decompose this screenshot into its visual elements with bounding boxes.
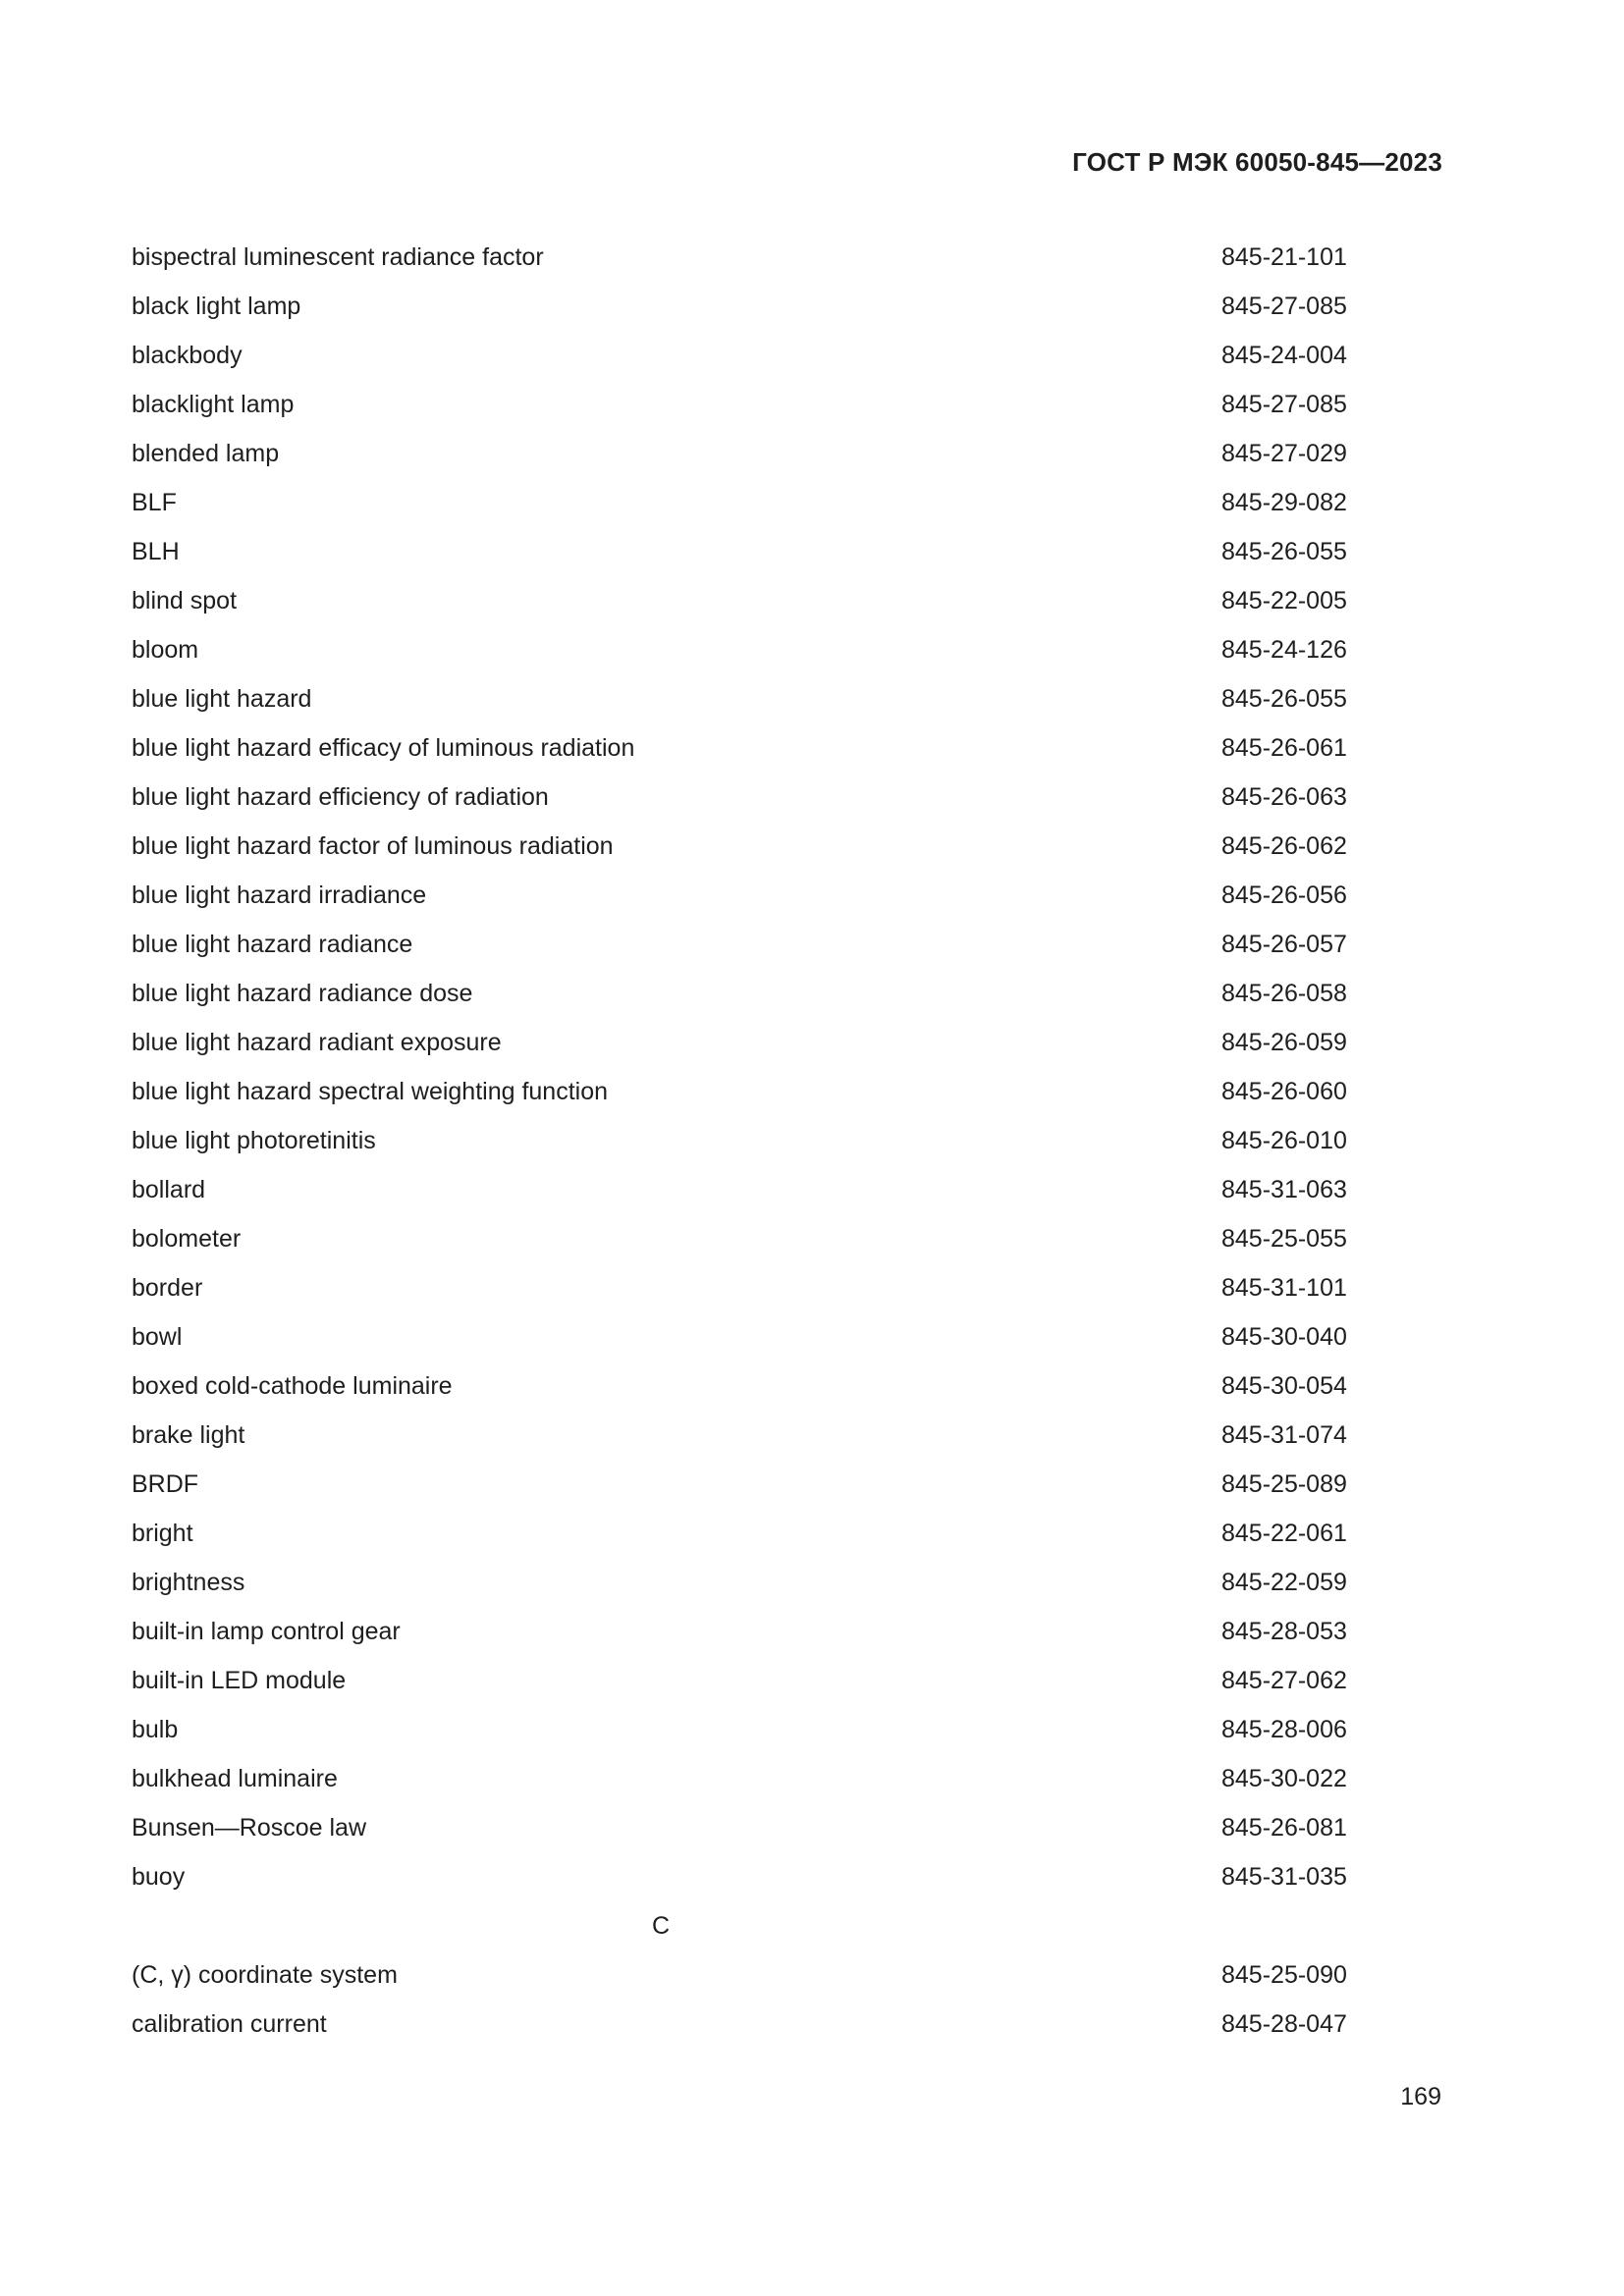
index-row [132, 1516, 1349, 1565]
index-row [132, 1467, 1349, 1516]
index-row [132, 1123, 1349, 1172]
index-term: border [132, 1274, 203, 1302]
section-heading [132, 1908, 1349, 1957]
index-term: bulkhead luminaire [132, 1765, 338, 1792]
index-term: blue light hazard factor of luminous radiation [132, 832, 614, 860]
index-code: 845-27-085 [1221, 391, 1347, 418]
index-term: (C, γ) coordinate system [132, 1961, 398, 1989]
index-row [132, 779, 1349, 828]
index-term: buoy [132, 1863, 186, 1891]
index-row [132, 1565, 1349, 1614]
index-row [132, 1859, 1349, 1908]
index-code: 845-28-006 [1221, 1716, 1347, 1743]
index-code: 845-29-082 [1221, 489, 1347, 516]
index-code: 845-26-081 [1221, 1814, 1347, 1842]
index-code: 845-31-101 [1221, 1274, 1347, 1302]
index-term: built-in LED module [132, 1667, 347, 1694]
index-code: 845-22-005 [1221, 587, 1347, 614]
index-code: 845-25-090 [1221, 1961, 1347, 1989]
index-code: 845-26-059 [1221, 1029, 1347, 1056]
index-row [132, 878, 1349, 927]
index-code: 845-26-063 [1221, 783, 1347, 811]
index-row [132, 976, 1349, 1025]
index-row [132, 1614, 1349, 1663]
index-term: blue light hazard radiant exposure [132, 1029, 502, 1056]
index-code: 845-26-057 [1221, 931, 1347, 958]
index-term: BRDF [132, 1470, 199, 1498]
index-row [132, 2006, 1349, 2056]
section-letter: C [652, 1912, 671, 1940]
index-row [132, 485, 1349, 534]
index-code: 845-28-047 [1221, 2010, 1347, 2038]
index-row [132, 583, 1349, 632]
index-row [132, 1270, 1349, 1319]
index-term: brake light [132, 1421, 245, 1449]
index-term: boxed cold-cathode luminaire [132, 1372, 453, 1400]
index-term: blackbody [132, 342, 243, 369]
index-row [132, 681, 1349, 730]
index-row [132, 1810, 1349, 1859]
index-row [132, 1368, 1349, 1417]
index-term: bowl [132, 1323, 183, 1351]
index-term: BLH [132, 538, 180, 565]
index-code: 845-22-059 [1221, 1569, 1347, 1596]
index-row [132, 1221, 1349, 1270]
index-code: 845-27-062 [1221, 1667, 1347, 1694]
index-code: 845-31-063 [1221, 1176, 1347, 1203]
page-number: 169 [1400, 2083, 1441, 2110]
index-code: 845-26-058 [1221, 980, 1347, 1007]
index-term: blue light hazard [132, 685, 312, 713]
index-term: bolometer [132, 1225, 242, 1253]
index-row [132, 338, 1349, 387]
index-row [132, 1417, 1349, 1467]
index-term: bispectral luminescent radiance factor [132, 243, 544, 271]
index-code: 845-27-085 [1221, 293, 1347, 320]
index-code: 845-30-054 [1221, 1372, 1347, 1400]
index-term: blind spot [132, 587, 238, 614]
index-row [132, 927, 1349, 976]
index-term: BLF [132, 489, 177, 516]
index-row [132, 828, 1349, 878]
index-term: blue light hazard irradiance [132, 881, 427, 909]
index-term: blue light hazard efficiency of radiation [132, 783, 549, 811]
index-code: 845-26-062 [1221, 832, 1347, 860]
index-row [132, 1319, 1349, 1368]
index-code: 845-26-010 [1221, 1127, 1347, 1154]
index-term: blue light hazard radiance dose [132, 980, 473, 1007]
index-term: bollard [132, 1176, 206, 1203]
index-row [132, 387, 1349, 436]
index-row [132, 240, 1349, 289]
index-code: 845-26-061 [1221, 734, 1347, 762]
index-row [132, 534, 1349, 583]
index-term: Bunsen—Roscoe law [132, 1814, 367, 1842]
index-row [132, 1025, 1349, 1074]
index-code: 845-25-055 [1221, 1225, 1347, 1253]
index-code: 845-27-029 [1221, 440, 1347, 467]
index-row [132, 436, 1349, 485]
index-code: 845-31-074 [1221, 1421, 1347, 1449]
index-term: bloom [132, 636, 199, 664]
index-code: 845-26-055 [1221, 538, 1347, 565]
index-term: black light lamp [132, 293, 301, 320]
index-term: blacklight lamp [132, 391, 295, 418]
index-term: bright [132, 1520, 193, 1547]
index-row [132, 1074, 1349, 1123]
index-term: blue light hazard spectral weighting function [132, 1078, 609, 1105]
index-row [132, 1663, 1349, 1712]
index-code: 845-30-040 [1221, 1323, 1347, 1351]
index-code: 845-28-053 [1221, 1618, 1347, 1645]
term-index [132, 240, 1349, 2056]
index-row [132, 1172, 1349, 1221]
index-code: 845-31-035 [1221, 1863, 1347, 1891]
index-term: blue light hazard radiance [132, 931, 413, 958]
index-term: calibration current [132, 2010, 327, 2038]
index-term: blended lamp [132, 440, 280, 467]
index-code: 845-24-004 [1221, 342, 1347, 369]
index-row [132, 289, 1349, 338]
index-term: bulb [132, 1716, 179, 1743]
index-term: blue light photoretinitis [132, 1127, 376, 1154]
index-term: blue light hazard efficacy of luminous radiation [132, 734, 635, 762]
index-row [132, 632, 1349, 681]
index-code: 845-25-089 [1221, 1470, 1347, 1498]
index-code: 845-24-126 [1221, 636, 1347, 664]
index-code: 845-26-055 [1221, 685, 1347, 713]
index-code: 845-26-060 [1221, 1078, 1347, 1105]
index-row [132, 730, 1349, 779]
index-term: brightness [132, 1569, 245, 1596]
index-code: 845-30-022 [1221, 1765, 1347, 1792]
index-code: 845-21-101 [1221, 243, 1347, 271]
index-row [132, 1761, 1349, 1810]
index-code: 845-22-061 [1221, 1520, 1347, 1547]
index-row [132, 1712, 1349, 1761]
document-header: ГОСТ Р МЭК 60050-845—2023 [1072, 147, 1442, 177]
index-code: 845-26-056 [1221, 881, 1347, 909]
index-term: built-in lamp control gear [132, 1618, 401, 1645]
index-row [132, 1957, 1349, 2006]
